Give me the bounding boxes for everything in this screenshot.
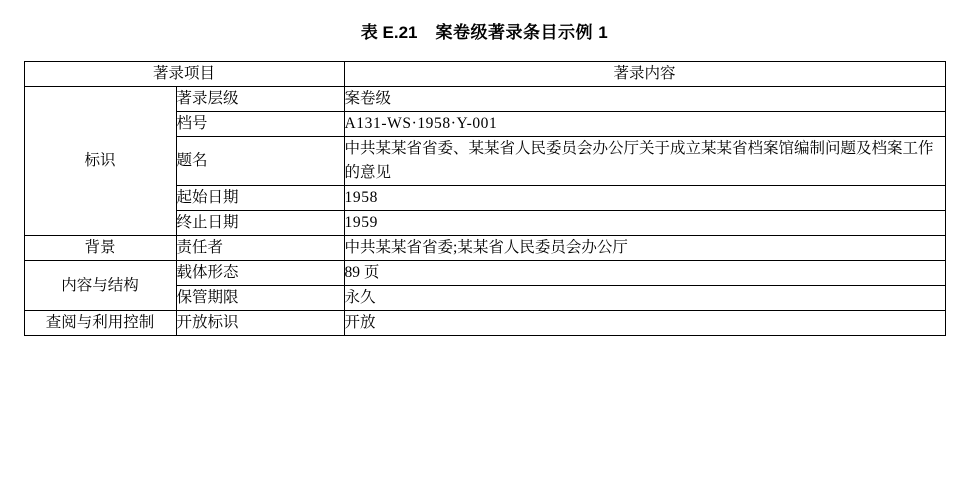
field-cell-archive-number: 档号 [176, 112, 344, 137]
table-row [24, 311, 945, 336]
header-cell-content: 著录内容 [344, 62, 945, 87]
value-cell-retention-period: 永久 [344, 286, 945, 311]
field-cell-level: 著录层级 [176, 87, 344, 112]
value-cell-responsible-party: 中共某某省省委;某某省人民委员会办公厅 [344, 236, 945, 261]
value-cell-level: 案卷级 [344, 87, 945, 112]
value-cell-physical-form: 89 页 [344, 261, 945, 286]
group-cell-access-control: 查阅与利用控制 [24, 311, 176, 336]
value-cell-start-date: 1958 [344, 186, 945, 211]
field-cell-retention-period: 保管期限 [176, 286, 344, 311]
table-row [24, 261, 945, 286]
table-header-row [24, 62, 945, 87]
value-cell-title: 中共某某省省委、某某省人民委员会办公厅关于成立某某省档案馆编制问题及档案工作的意见 [344, 137, 945, 186]
value-cell-open-status: 开放 [344, 311, 945, 336]
field-cell-title: 题名 [176, 137, 344, 186]
group-cell-identification: 标识 [24, 87, 176, 236]
field-cell-responsible-party: 责任者 [176, 236, 344, 261]
header-cell-item: 著录项目 [24, 62, 344, 87]
group-cell-content-structure: 内容与结构 [24, 261, 176, 311]
group-cell-background: 背景 [24, 236, 176, 261]
table-title-text: 案卷级著录条目示例 1 [435, 23, 609, 42]
table-row [24, 236, 945, 261]
field-cell-end-date: 终止日期 [176, 211, 344, 236]
field-cell-physical-form: 载体形态 [176, 261, 344, 286]
table-row [24, 87, 945, 112]
value-cell-archive-number: A131-WS·1958·Y-001 [344, 112, 945, 137]
field-cell-start-date: 起始日期 [176, 186, 344, 211]
field-cell-open-status: 开放标识 [176, 311, 344, 336]
table-title [0, 0, 969, 61]
value-cell-end-date: 1959 [344, 211, 945, 236]
table-title-label: 表 E.21 [360, 23, 418, 42]
description-table [24, 61, 946, 336]
